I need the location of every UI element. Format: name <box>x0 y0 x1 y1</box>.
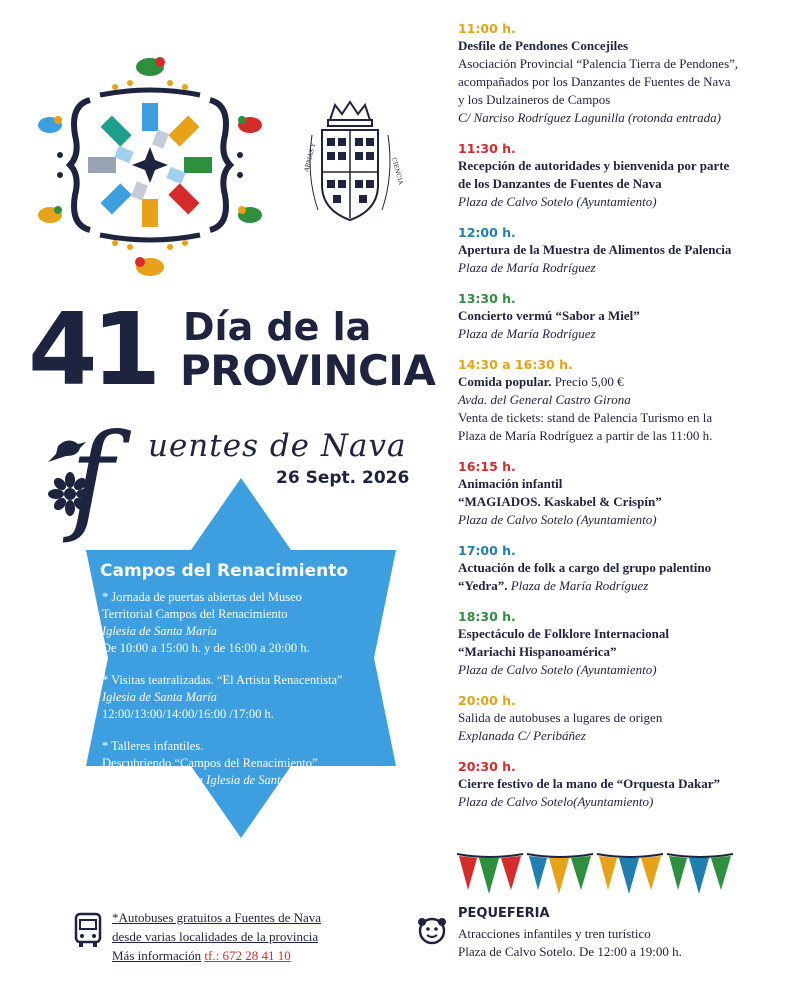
schedule-item <box>458 224 788 277</box>
bus-phone-link[interactable]: tf.: 672 28 41 10 <box>204 948 291 963</box>
schedule-time: 11:30 h. <box>458 141 516 156</box>
schedule-time: 12:00 h. <box>458 225 516 240</box>
schedule-desc: Venta de tickets: stand de Palencia Turismo en la <box>458 410 713 425</box>
schedule-title: Desfile de Pendones Concejiles <box>458 38 629 53</box>
schedule-item <box>458 140 788 211</box>
campos-item-1 <box>102 589 372 657</box>
crest-icon <box>300 100 405 230</box>
campos-item-place: C/ Mayor, junto a la Iglesia de Santa María <box>102 773 322 787</box>
campos-item-2 <box>102 672 372 723</box>
schedule-item <box>458 20 788 127</box>
rosette-emblem-icon <box>30 45 270 285</box>
schedule-list <box>458 20 788 824</box>
schedule-time: 18:30 h. <box>458 609 516 624</box>
svg-text:CIENCIA: CIENCIA <box>390 156 405 186</box>
schedule-place: Plaza de Calvo Sotelo (Ayuntamiento) <box>458 662 657 677</box>
schedule-title: Espectáculo de Folklore Internacional <box>458 626 670 641</box>
schedule-title: de los Danzantes de Fuentes de Nava <box>458 176 662 191</box>
campos-item-text: Descubriendo “Campos del Renacimiento” <box>102 756 318 770</box>
schedule-place: Plaza de Calvo Sotelo(Ayuntamiento) <box>458 794 654 809</box>
schedule-title: Animación infantil <box>458 476 563 491</box>
schedule-desc: Asociación Provincial “Palencia Tierra de Pendones”, <box>458 56 739 71</box>
child-face-icon <box>416 914 448 946</box>
campos-item-text: * Talleres infantiles. <box>102 739 204 753</box>
bus-info-line: *Autobuses gratuitos a Fuentes de Nava <box>112 910 322 925</box>
schedule-place: Explanada C/ Peribáñez <box>458 728 586 743</box>
schedule-place: C/ Narciso Rodríguez Lagunilla (rotonda entrada) <box>458 110 722 125</box>
schedule-place: Plaza de Calvo Sotelo (Ayuntamiento) <box>458 194 657 209</box>
title-line2: PROVINCIA <box>180 346 436 395</box>
schedule-title: “MAGIADOS. Kaskabel & Crispín” <box>458 494 662 509</box>
bus-info <box>112 908 321 965</box>
schedule-time: 16:15 h. <box>458 459 516 474</box>
event-date: 26 Sept. 2026 <box>276 468 410 488</box>
bunting-icon <box>455 850 735 900</box>
title-line1: Día de la <box>183 305 372 349</box>
campos-heading: Campos del Renacimiento <box>100 561 349 581</box>
campos-item-hours: De 11:00 a 14:30 h. <box>102 790 201 804</box>
schedule-place: Plaza de María Rodríguez <box>507 578 649 593</box>
schedule-title: “Yedra”. <box>458 578 508 593</box>
schedule-title: “Mariachi Hispanoamérica” <box>458 644 617 659</box>
schedule-price: Precio 5,00 € <box>551 374 624 389</box>
campos-item-place: Iglesia de Santa María <box>102 690 217 704</box>
campos-item-text: * Visitas teatralizadas. “El Artista Renacentista” <box>102 673 343 687</box>
bus-icon <box>74 912 102 948</box>
svg-text:ARMAS Y: ARMAS Y <box>303 142 318 173</box>
campos-item-text: * Jornada de puertas abiertas del Museo <box>102 590 302 604</box>
schedule-item <box>458 608 788 679</box>
edition-number: 41 <box>28 291 156 408</box>
campos-item-hours: 12:00/13:00/14:00/16:00 /17:00 h. <box>102 707 274 721</box>
schedule-desc: y los Dulzaineros de Campos <box>458 92 611 107</box>
schedule-desc: Salida de autobuses a lugares de origen <box>458 710 663 725</box>
place-name: uentes de Nava <box>148 428 407 464</box>
schedule-title: Apertura de la Muestra de Alimentos de Palencia <box>458 242 732 257</box>
schedule-item <box>458 692 788 745</box>
campos-item-3 <box>102 738 372 806</box>
pequeferia-line: Atracciones infantiles y tren turístico <box>458 926 651 941</box>
schedule-time: 13:30 h. <box>458 291 516 306</box>
schedule-item <box>458 290 788 343</box>
schedule-place: Plaza de María Rodríguez <box>458 326 596 341</box>
schedule-place: Avda. del General Castro Girona <box>458 392 631 407</box>
schedule-item <box>458 758 788 811</box>
schedule-title: Concierto vermú “Sabor a Miel” <box>458 308 640 323</box>
schedule-item <box>458 458 788 529</box>
schedule-place: Plaza de Calvo Sotelo (Ayuntamiento) <box>458 512 657 527</box>
schedule-title: Comida popular. <box>458 374 552 389</box>
schedule-item <box>458 542 788 595</box>
schedule-place: Plaza de María Rodríguez <box>458 260 596 275</box>
schedule-item <box>458 356 788 445</box>
schedule-desc: Plaza de María Rodríguez a partir de las 11:00 h. <box>458 428 713 443</box>
campos-item-text: Territorial Campos del Renacimiento <box>102 607 288 621</box>
pequeferia-title: PEQUEFERIA <box>458 906 550 921</box>
campos-item-place: Iglesia de Santa María <box>102 624 217 638</box>
pequeferia-line: Plaza de Calvo Sotelo. De 12:00 a 19:00 h. <box>458 944 682 959</box>
schedule-title: Cierre festivo de la mano de “Orquesta Dakar” <box>458 776 721 791</box>
schedule-time: 20:30 h. <box>458 759 516 774</box>
schedule-time: 14:30 a 16:30 h. <box>458 357 573 372</box>
bus-info-line: desde varias localidades de la provincia <box>112 929 319 944</box>
place-initial: f <box>70 408 114 546</box>
schedule-time: 11:00 h. <box>458 21 516 36</box>
schedule-title: Recepción de autoridades y bienvenida por parte <box>458 158 730 173</box>
campos-item-hours: De 10:00 a 15:00 h. y de 16:00 a 20:00 h. <box>102 641 310 655</box>
schedule-time: 20:00 h. <box>458 693 516 708</box>
bus-more-info: Más información <box>112 948 202 963</box>
schedule-desc: acompañados por los Danzantes de Fuentes de Nava <box>458 74 731 89</box>
schedule-title: Actuación de folk a cargo del grupo palentino <box>458 560 712 575</box>
schedule-time: 17:00 h. <box>458 543 516 558</box>
